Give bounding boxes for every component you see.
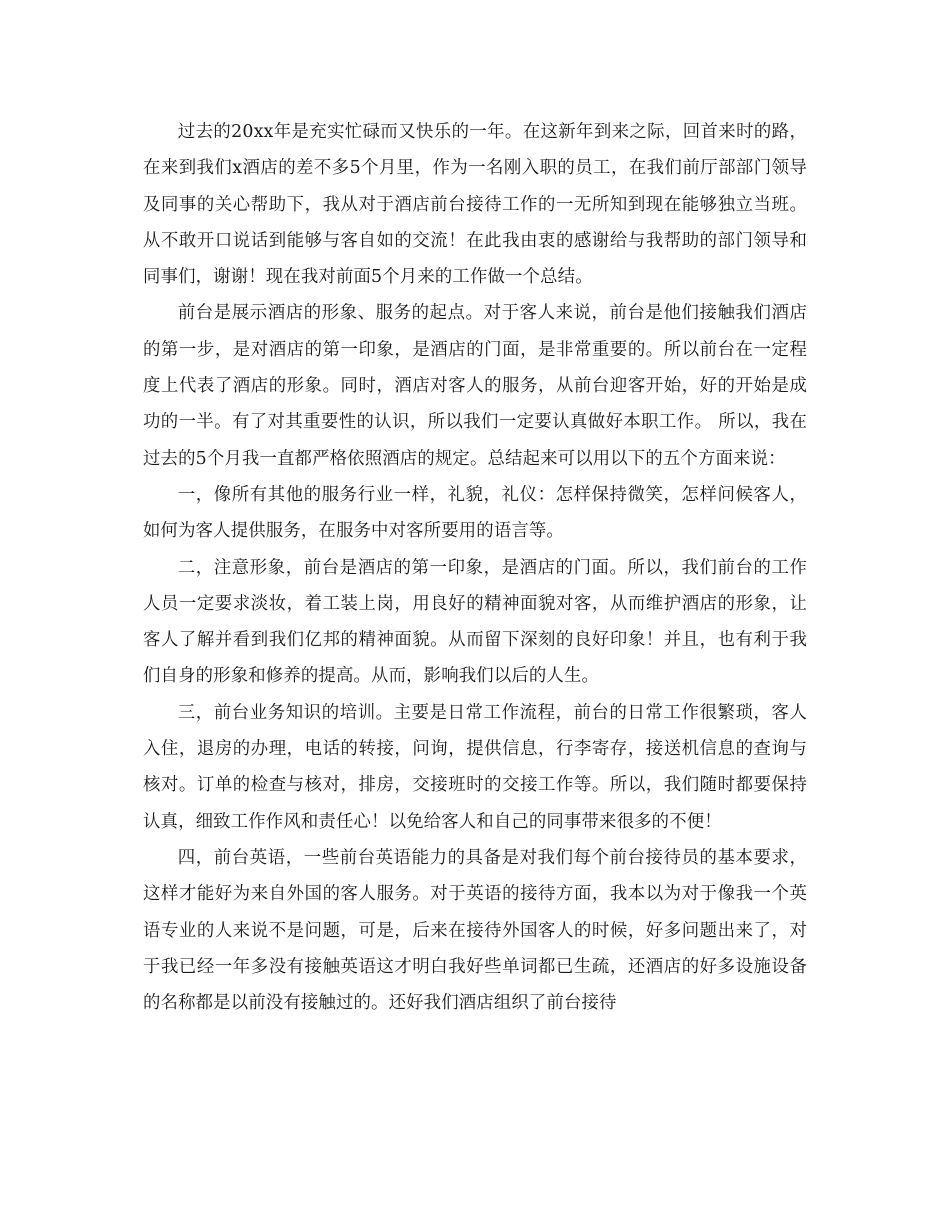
paragraph-point-two: 二，注意形象，前台是酒店的第一印象，是酒店的门面。所以，我们前台的工作人员一定要求淡妆，着工装上岗，用良好的精神面貌对客，从而维护酒店的形象，让客人了解并看到我们亿邦的精神面貌。从而留下深刻的良好印象！并且，也有利于我们自身的形象和修养的提高。从而，影响我们以后的人生。 <box>143 557 807 687</box>
document-body <box>143 114 807 1021</box>
paragraph-point-one: 一，像所有其他的服务行业一样，礼貌，礼仪：怎样保持微笑，怎样问候客人，如何为客人提供服务，在服务中对客所要用的语言等。 <box>143 484 807 542</box>
paragraph-intro: 过去的20xx年是充实忙碌而又快乐的一年。在这新年到来之际，回首来时的路，在来到我们x酒店的差不多5个月里，作为一名刚入职的员工，在我们前厅部部门领导及同事的关心帮助下，我从对于酒店前台接待工作的一无所知到现在能够独立当班。从不敢开口说话到能够与客自如的交流！在此我由衷的感谢给与我帮助的部门领导和同事们，谢谢！现在我对前面5个月来的工作做一个总结。 <box>143 122 807 288</box>
paragraph-point-four: 四，前台英语，一些前台英语能力的具备是对我们每个前台接待员的基本要求，这样才能好为来自外国的客人服务。对于英语的接待方面，我本以为对于像我一个英语专业的人来说不是问题，可是，后来在接待外国客人的时候，好多问题出来了，对于我已经一年多没有接触英语这才明白我好些单词都已生疏，还酒店的好多设施设备的名称都是以前没有接触过的。还好我们酒店组织了前台接待 <box>143 847 807 1014</box>
paragraph-point-three: 三，前台业务知识的培训。主要是日常工作流程，前台的日常工作很繁琐，客人入住，退房的办理，电话的转接，问询，提供信息，行李寄存，接送机信息的查询与核对。订单的检查与核对，排房，交接班时的交接工作等。所以，我们随时都要保持认真，细致工作作风和责任心！以免给客人和自己的同事带来很多的不便！ <box>143 702 807 832</box>
paragraph-front-desk-role: 前台是展示酒店的形象、服务的起点。对于客人来说，前台是他们接触我们酒店的第一步，是对酒店的第一印象，是酒店的门面，是非常重要的。所以前台在一定程度上代表了酒店的形象。同时，酒店对客人的服务，从前台迎客开始，好的开始是成功的一半。有了对其重要性的认识，所以我们一定要认真做好本职工作。 所以，我在过去的5个月我一直都严格依照酒店的规定。总结起来可以用以下的五个方面来说： <box>143 303 807 469</box>
